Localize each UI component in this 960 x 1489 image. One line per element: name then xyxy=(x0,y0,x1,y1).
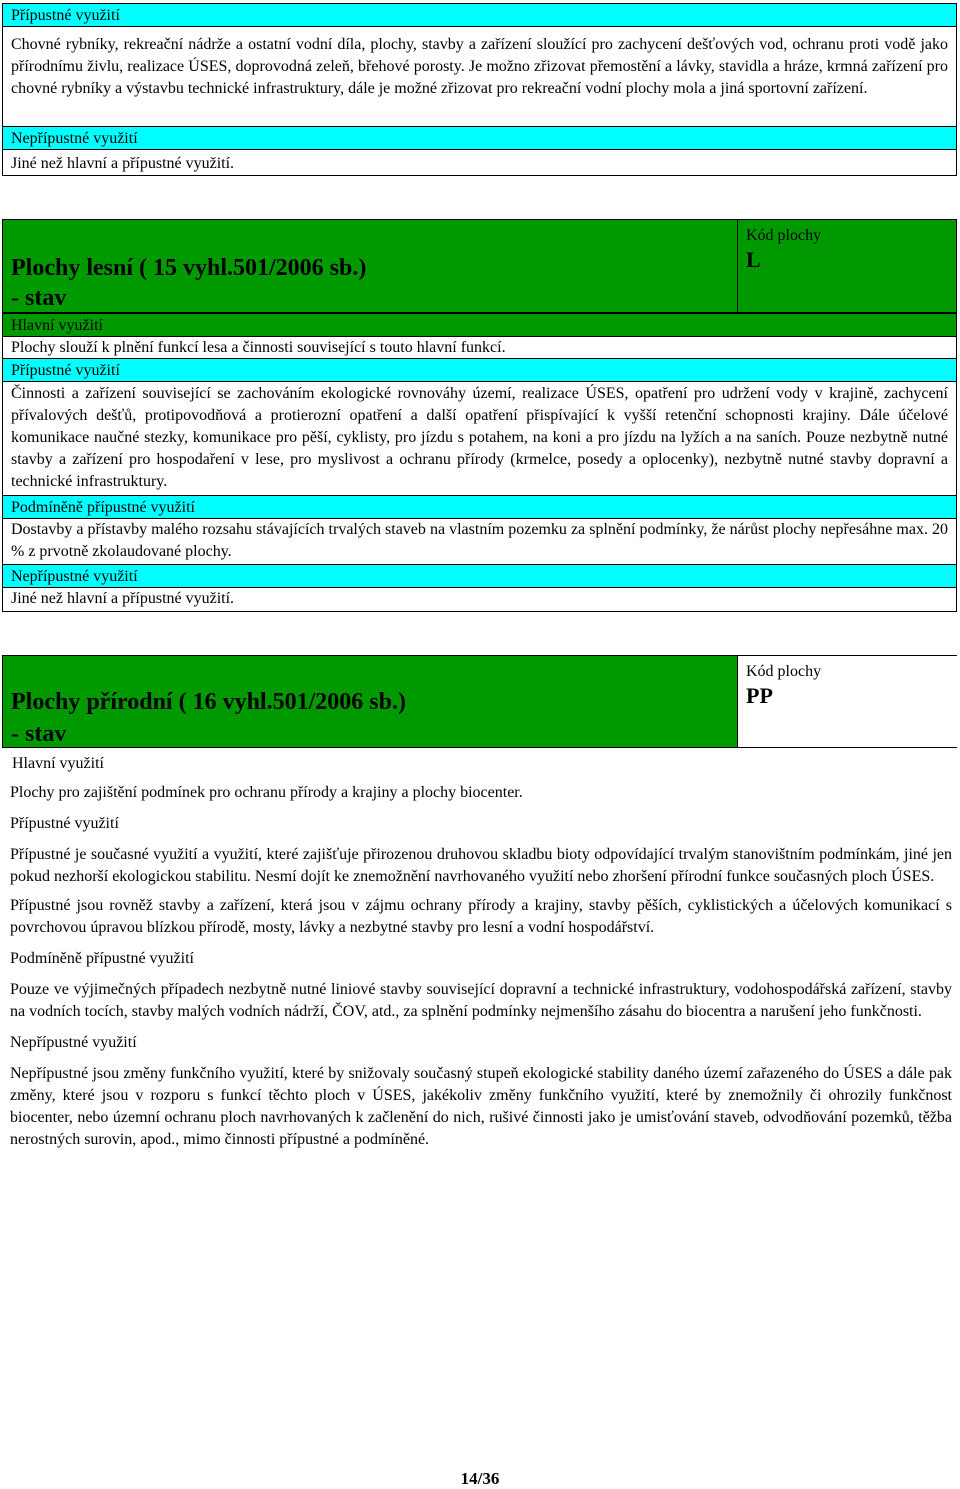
nature-allowed-use-text-2: Přípustné jsou rovněž stavby a zařízení, která jsou v zájmu ochrany přírody a krajiny, stavby pěších, cyklistických a účelových komunikací s povrchovou úpravou blízkou přírodě, mosty, lávky a nezbytné stavby pro lesní a vodní hospodářství. xyxy=(10,897,952,936)
forest-allowed-use-text-block xyxy=(2,382,957,496)
forest-area-code-label: Kód plochy xyxy=(746,227,822,244)
nature-conditional-use-label: Podmíněně přípustné využití xyxy=(10,950,194,967)
forest-forbidden-use-text-block xyxy=(2,588,957,612)
forest-area-title-block xyxy=(2,219,957,313)
allowed-use-text: Chovné rybníky, rekreační nádrže a ostatní vodní díla, plochy, stavby a zařízení sloužící pro zachycení dešťových vod, ochranu proti vodě jako přírodnímu živlu, realizace ÚSES, doprovodná zeleň, břehové porosty. Je možno zřizovat přemostění a lávky, stavidla a hráze, krmná zařízení pro chovné rybníky a výstavbu technické infrastruktury, dále je možné zřizovat pro rekreační vodní plochy mola a jiná sportovní zařízení. xyxy=(11,36,948,97)
nature-allowed-use-label: Přípustné využití xyxy=(10,815,119,832)
forest-allowed-use-header xyxy=(2,358,957,382)
nature-area-code-value: PP xyxy=(746,683,773,708)
forest-conditional-use-text-block xyxy=(2,519,957,565)
forest-conditional-use-header xyxy=(2,495,957,519)
forest-area-title: Plochy lesní ( 15 vyhl.501/2006 sb.) xyxy=(11,255,367,281)
nature-area-code-label: Kód plochy xyxy=(746,663,822,680)
page-number: 14/36 xyxy=(460,1469,500,1488)
nature-forbidden-use-text: Nepřípustné jsou změny funkčního využití, které by snižovaly současný stupeň ekologické stability daného území zařazeného do ÚSES a dále pak změny, které jsou v rozporu s funkcí těchto ploch v ÚSES, jakékoliv změny funkčního využití, které by znemožnily či ohrozily funkčnost biocenter, nebo územní ochranu ploch navrhovaných k začlenění do nich, rušivé činnosti jako je umisťování staveb, odvodňování pozemků, těžba nerostných surovin, apod., mimo činnosti přípustné a podmíněné. xyxy=(10,1065,952,1148)
nature-main-use-header xyxy=(2,748,736,782)
nature-area-title: Plochy přírodní ( 16 vyhl.501/2006 sb.) xyxy=(11,689,406,715)
forest-forbidden-use-text: Jiné než hlavní a přípustné využití. xyxy=(11,590,235,607)
forest-allowed-use-label: Přípustné využití xyxy=(11,362,120,379)
allowed-use-label: Přípustné využití xyxy=(11,7,120,24)
nature-main-use-text: Plochy pro zajištění podmínek pro ochranu přírody a krajiny a plochy biocenter. xyxy=(10,784,523,801)
forest-main-use-header xyxy=(2,313,957,337)
allowed-use-header xyxy=(2,3,957,27)
forbidden-use-text: Jiné než hlavní a přípustné využití. xyxy=(11,155,235,172)
forest-area-status: - stav xyxy=(11,285,67,311)
forbidden-use-header xyxy=(2,126,957,150)
forest-allowed-use-text: Činnosti a zařízení související se zachováním ekologické rovnováhy území, realizace ÚSES, opatření pro udržení vody v krajině, zachycení přívalových dešťů, protipovodňová a protierozní opatření a další opatření přispívající k vyšší retenční schopnosti krajiny. Dále účelové komunikace naučné stezky, komunikace pro pěší, cyklisty, pro jízdu s potahem, na koni a pro jízdu na lyžích a na saních. Pouze nezbytně nutné stavby a zařízení pro hospodaření v lese, pro myslivost a ochranu přírody (krmelce, posedy a oplocenky), nezbytně nutné stavby dopravní a technické infrastruktury. xyxy=(11,385,948,490)
nature-allowed-use-text-1: Přípustné je současné využití a využití, které zajišťuje přirozenou druhovou skladbu bioty odpovídající trvalým stanovištním podmínkám, jiné jen pokud nezhorší ekologickou stabilitu. Nesmí dojít ke znemožnění navrhovaného využití nebo zhoršení přírodní funkce současných ploch ÚSES. xyxy=(10,846,952,885)
nature-area-body xyxy=(0,782,960,1151)
forest-area-code-value: L xyxy=(746,247,761,272)
nature-area-code-cell xyxy=(737,656,957,747)
nature-area-title-block xyxy=(2,655,957,748)
allowed-use-text-block xyxy=(2,27,957,129)
forest-conditional-use-label: Podmíněně přípustné využití xyxy=(11,499,195,516)
nature-main-use-label: Hlavní využití xyxy=(12,755,104,772)
forest-main-use-label: Hlavní využití xyxy=(11,317,103,334)
nature-conditional-use-text: Pouze ve výjimečných případech nezbytně nutné liniové stavby související dopravní a technické infrastruktury, vodohospodářská zařízení, stavby na vodních tocích, stavby malých vodních nádrží, ČOV, atd., za splnění podmínky nejmenšího zásahu do biocentra a narušení jeho funkčnosti. xyxy=(10,981,952,1020)
forbidden-use-label: Nepřípustné využití xyxy=(11,130,138,147)
forest-forbidden-use-header xyxy=(2,564,957,588)
nature-allowed-use-text-block xyxy=(0,844,960,939)
nature-area-status: - stav xyxy=(11,721,67,747)
forest-main-use-text: Plochy slouží k plnění funkcí lesa a činnosti související s touto hlavní funkcí. xyxy=(11,339,506,356)
forest-forbidden-use-label: Nepřípustné využití xyxy=(11,568,138,585)
forest-conditional-use-text: Dostavby a přístavby malého rozsahu stávajících trvalých staveb na vlastním pozemku za splnění podmínky, že nárůst plochy nepřesáhne max. 20 % z prvotně zkolaudované plochy. xyxy=(11,521,948,560)
forest-area-code-cell xyxy=(737,220,957,312)
nature-forbidden-use-label: Nepřípustné využití xyxy=(10,1034,137,1051)
forbidden-use-text-block xyxy=(2,150,957,176)
